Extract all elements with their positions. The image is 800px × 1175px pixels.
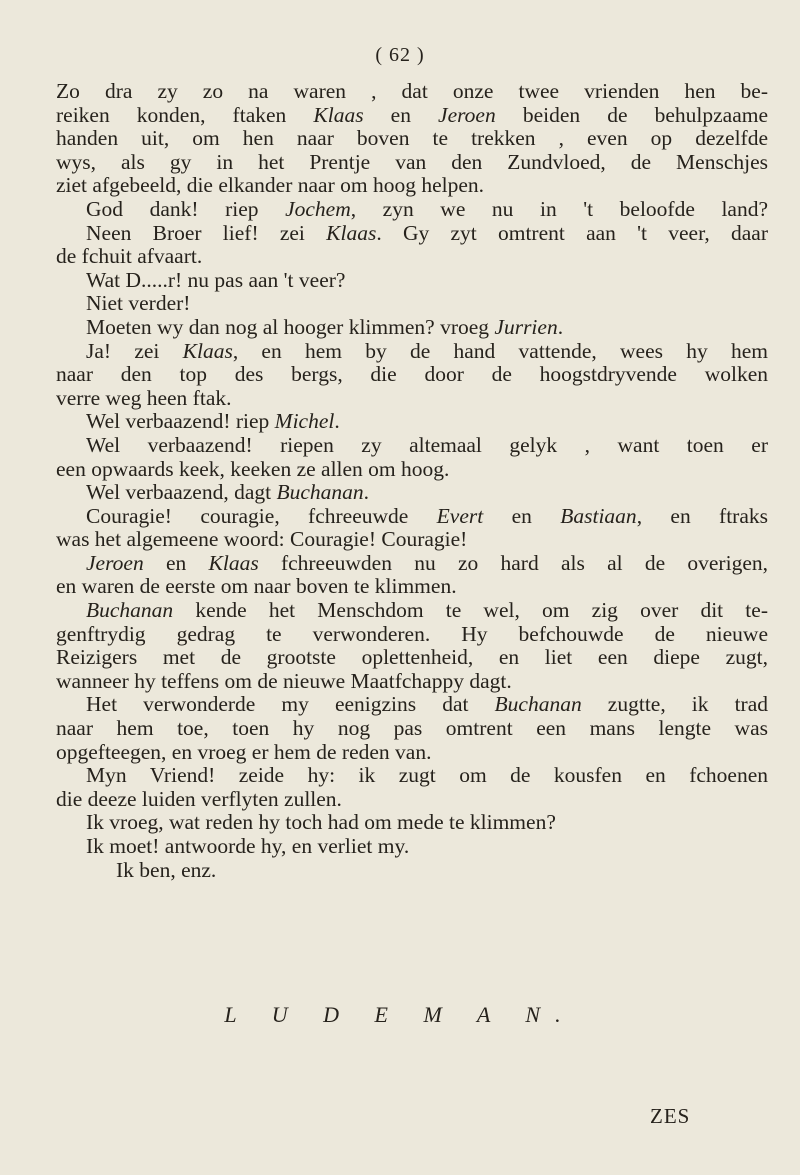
text-line: Wel verbaazend! riep Michel. — [86, 409, 340, 434]
catchword: ZES — [650, 1104, 691, 1128]
text-line: Niet verder! — [86, 291, 191, 316]
text-line: Buchanan kende het Menschdom te wel, om zig over dit te- — [86, 598, 768, 623]
text-line: wanneer hy teffens om de nieuwe Maatfchappy dagt. — [56, 668, 512, 693]
text-line: Het verwonderde my eenigzins dat Buchanan zugtte, ik trad — [86, 692, 768, 717]
text-line: Couragie! couragie, fchreeuwde Evert en Bastiaan, en ftraks — [86, 503, 769, 528]
text-line: Ik moet! antwoorde hy, en verliet my. — [86, 834, 410, 858]
text-line: genftrydig gedrag te verwonderen. Hy befchouwde de nieuwe — [56, 621, 768, 646]
text-line: Ik ben, enz. — [116, 857, 217, 882]
page-number: ( 62 ) — [375, 44, 425, 66]
body-text — [56, 80, 768, 882]
text-line: naar hem toe, toen hy nog pas omtrent een mans lengte was — [56, 716, 768, 741]
text-line: ziet afgebeeld, die elkander naar om hoog helpen. — [56, 173, 485, 198]
text-line: Neen Broer lief! zei Klaas. Gy zyt omtrent aan 't veer, daar — [86, 220, 769, 245]
text-line: Jeroen en Klaas fchreeuwden nu zo hard als al de overigen, — [86, 550, 768, 575]
text-line: Myn Vriend! zeide hy: ik zugt om de kousfen en fchoenen — [86, 763, 768, 788]
text-line: Wel verbaazend, dagt Buchanan. — [86, 480, 370, 505]
text-line: en waren de eerste om naar boven te klimmen. — [56, 574, 457, 599]
text-line: opgefteegen, en vroeg er hem de reden van. — [56, 739, 432, 764]
text-line: was het algemeene woord: Couragie! Couragie! — [56, 527, 468, 552]
text-line: Zo dra zy zo na waren , dat onze twee vrienden hen be- — [56, 79, 768, 103]
text-line: wys, als gy in het Prentje van den Zundvloed, de Menschjes — [56, 149, 768, 174]
text-line: reiken konden, ftaken Klaas en Jeroen beiden de behulpzaame — [56, 102, 769, 127]
text-line: verre weg heen ftak. — [56, 385, 232, 410]
text-line: een opwaards keek, keeken ze allen om hoog. — [56, 456, 450, 481]
text-line: handen uit, om hen naar boven te trekken , even op dezelfde — [56, 126, 768, 151]
text-line: God dank! riep Jochem, zyn we nu in 't beloofde land? — [86, 196, 769, 221]
text-line: Wel verbaazend! riepen zy altemaal gelyk , want toen er — [86, 432, 768, 457]
text-line: de fchuit afvaart. — [56, 244, 203, 269]
text-line: die deeze luiden verflyten zullen. — [56, 786, 342, 811]
text-line: Moeten wy dan nog al hooger klimmen? vroeg Jurrien. — [86, 314, 564, 339]
text-line: Reizigers met de grootste oplettenheid, en liet een diepe zugt, — [56, 645, 768, 670]
text-line: Wat D.....r! nu pas aan 't veer? — [86, 267, 346, 292]
text-line: naar den top des bergs, die door de hoogstdryvende wolken — [56, 362, 768, 387]
author-signature: L U D E M A N. — [224, 1002, 576, 1027]
text-line: Ik vroeg, wat reden hy toch had om mede te klimmen? — [86, 810, 556, 835]
text-line: Ja! zei Klaas, en hem by de hand vattende, wees hy hem — [86, 338, 768, 363]
